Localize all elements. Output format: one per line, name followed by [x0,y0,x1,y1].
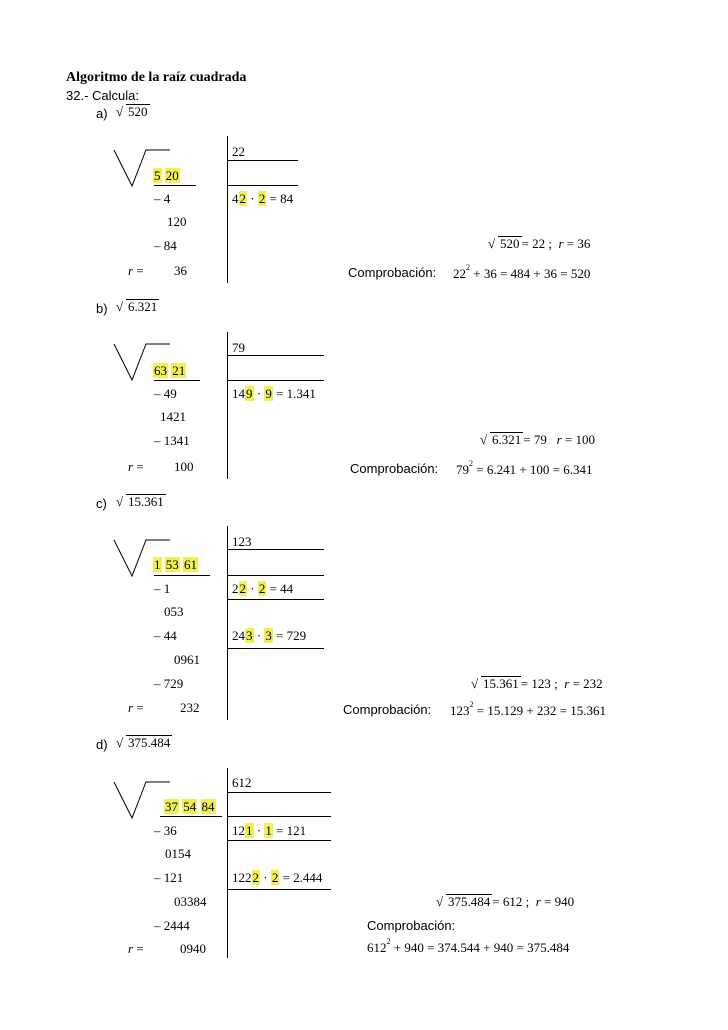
remainder-label: r = [128,263,144,278]
remainder-label: r = [128,459,144,474]
division-vertical-line [227,768,228,958]
step-left: – 729 [154,676,184,691]
step-left: – 36 [154,823,177,838]
problem-radical: √ 375.484 [116,735,171,750]
radicand: 375.484 [128,735,171,750]
step-left: 120 [167,214,187,229]
division-vertical-line [227,526,228,720]
radicand: 6.321 [128,299,158,314]
step-left: – 49 [154,386,177,401]
step-left: – 1 [154,581,171,596]
result-line: √ 15.361 = 123 ; r = 232 [471,676,603,691]
problem-label: a) [96,106,108,121]
step-underline [227,816,331,817]
groups-underline [154,185,196,186]
radicand: 520 [128,104,148,119]
root-value: 22 [232,144,245,159]
step-right: 22 · 2 = 44 [232,581,294,596]
root-value: 79 [232,340,245,355]
check-expression: $22^2 + 36 = 484 + 36 = 520$ [453,263,591,281]
step-right: 42 · 2 = 84 [232,191,294,206]
step-right: 149 · 9 = 1.341 [232,386,316,401]
groups-underline [154,380,200,381]
remainder-value: 36 [174,263,187,278]
remainder-value: 100 [174,459,194,474]
step-left: 0961 [174,652,200,667]
step-left: – 44 [154,628,177,643]
radicand-groups: 63 21 [154,363,186,378]
step-left: 1421 [160,409,186,424]
step-left: 053 [164,604,184,619]
problem-label: c) [96,496,107,511]
remainder-value: 0940 [180,941,206,956]
step-right: 1222 · 2 = 2.444 [232,870,323,885]
step-left: – 1341 [154,433,190,448]
step-underline [227,599,324,600]
step-right: 121 · 1 = 121 [232,823,307,838]
problem-radical: √ 6.321 [116,299,158,314]
step-left: 03384 [174,894,207,909]
check-expression: $123^2 = 15.129 + 232 = 15.361$ [450,700,606,718]
step-right: 243 · 3 = 729 [232,628,307,643]
step-underline [227,185,298,186]
step-left: – 4 [154,191,171,206]
problem-radical: √ 15.361 [116,494,164,509]
groups-underline [160,816,222,817]
result-line: √ 6.321 = 79 r = 100 [480,432,595,447]
step-underline [227,840,331,841]
root-value: 123 [232,534,252,549]
root-underline [227,160,298,161]
problem-radical: √ 520 [116,104,148,119]
remainder-value: 232 [180,700,200,715]
radicand-groups: 5 20 [154,168,179,183]
remainder-label: r = [128,941,144,956]
result-line: √ 520 = 22 ; r = 36 [488,236,591,251]
step-left: – 84 [154,238,177,253]
result-line: √ 375.484 = 612 ; r = 940 [436,894,575,909]
problem-label: b) [96,301,108,316]
check-label: Comprobación: [367,918,456,933]
radicand-groups: 37 54 84 [165,799,215,814]
exercise-heading: 32.- Calcula: [66,88,139,103]
step-underline [227,575,324,576]
step-underline [227,889,331,890]
page-title: Algoritmo de la raíz cuadrada [66,70,247,85]
check-expression: $79^2 = 6.241 + 100 = 6.341$ [456,459,593,477]
groups-underline [154,575,210,576]
problem-label: d) [96,737,108,752]
root-underline [227,792,331,793]
step-underline [227,380,324,381]
remainder-label: r = [128,700,144,715]
check-label: Comprobación: [343,702,432,717]
step-left: – 2444 [154,918,190,933]
radicand-groups: 1 53 61 [154,557,197,572]
step-left: 0154 [165,846,191,861]
check-expression: $612^2 + 940 = 374.544 + 940 = 375.484$ [367,937,570,955]
check-label: Comprobación: [348,265,437,280]
check-label: Comprobación: [350,461,439,476]
step-underline [227,648,324,649]
step-left: – 121 [154,870,184,885]
division-vertical-line [227,136,228,283]
radicand: 15.361 [128,494,164,509]
root-value: 612 [232,775,252,790]
